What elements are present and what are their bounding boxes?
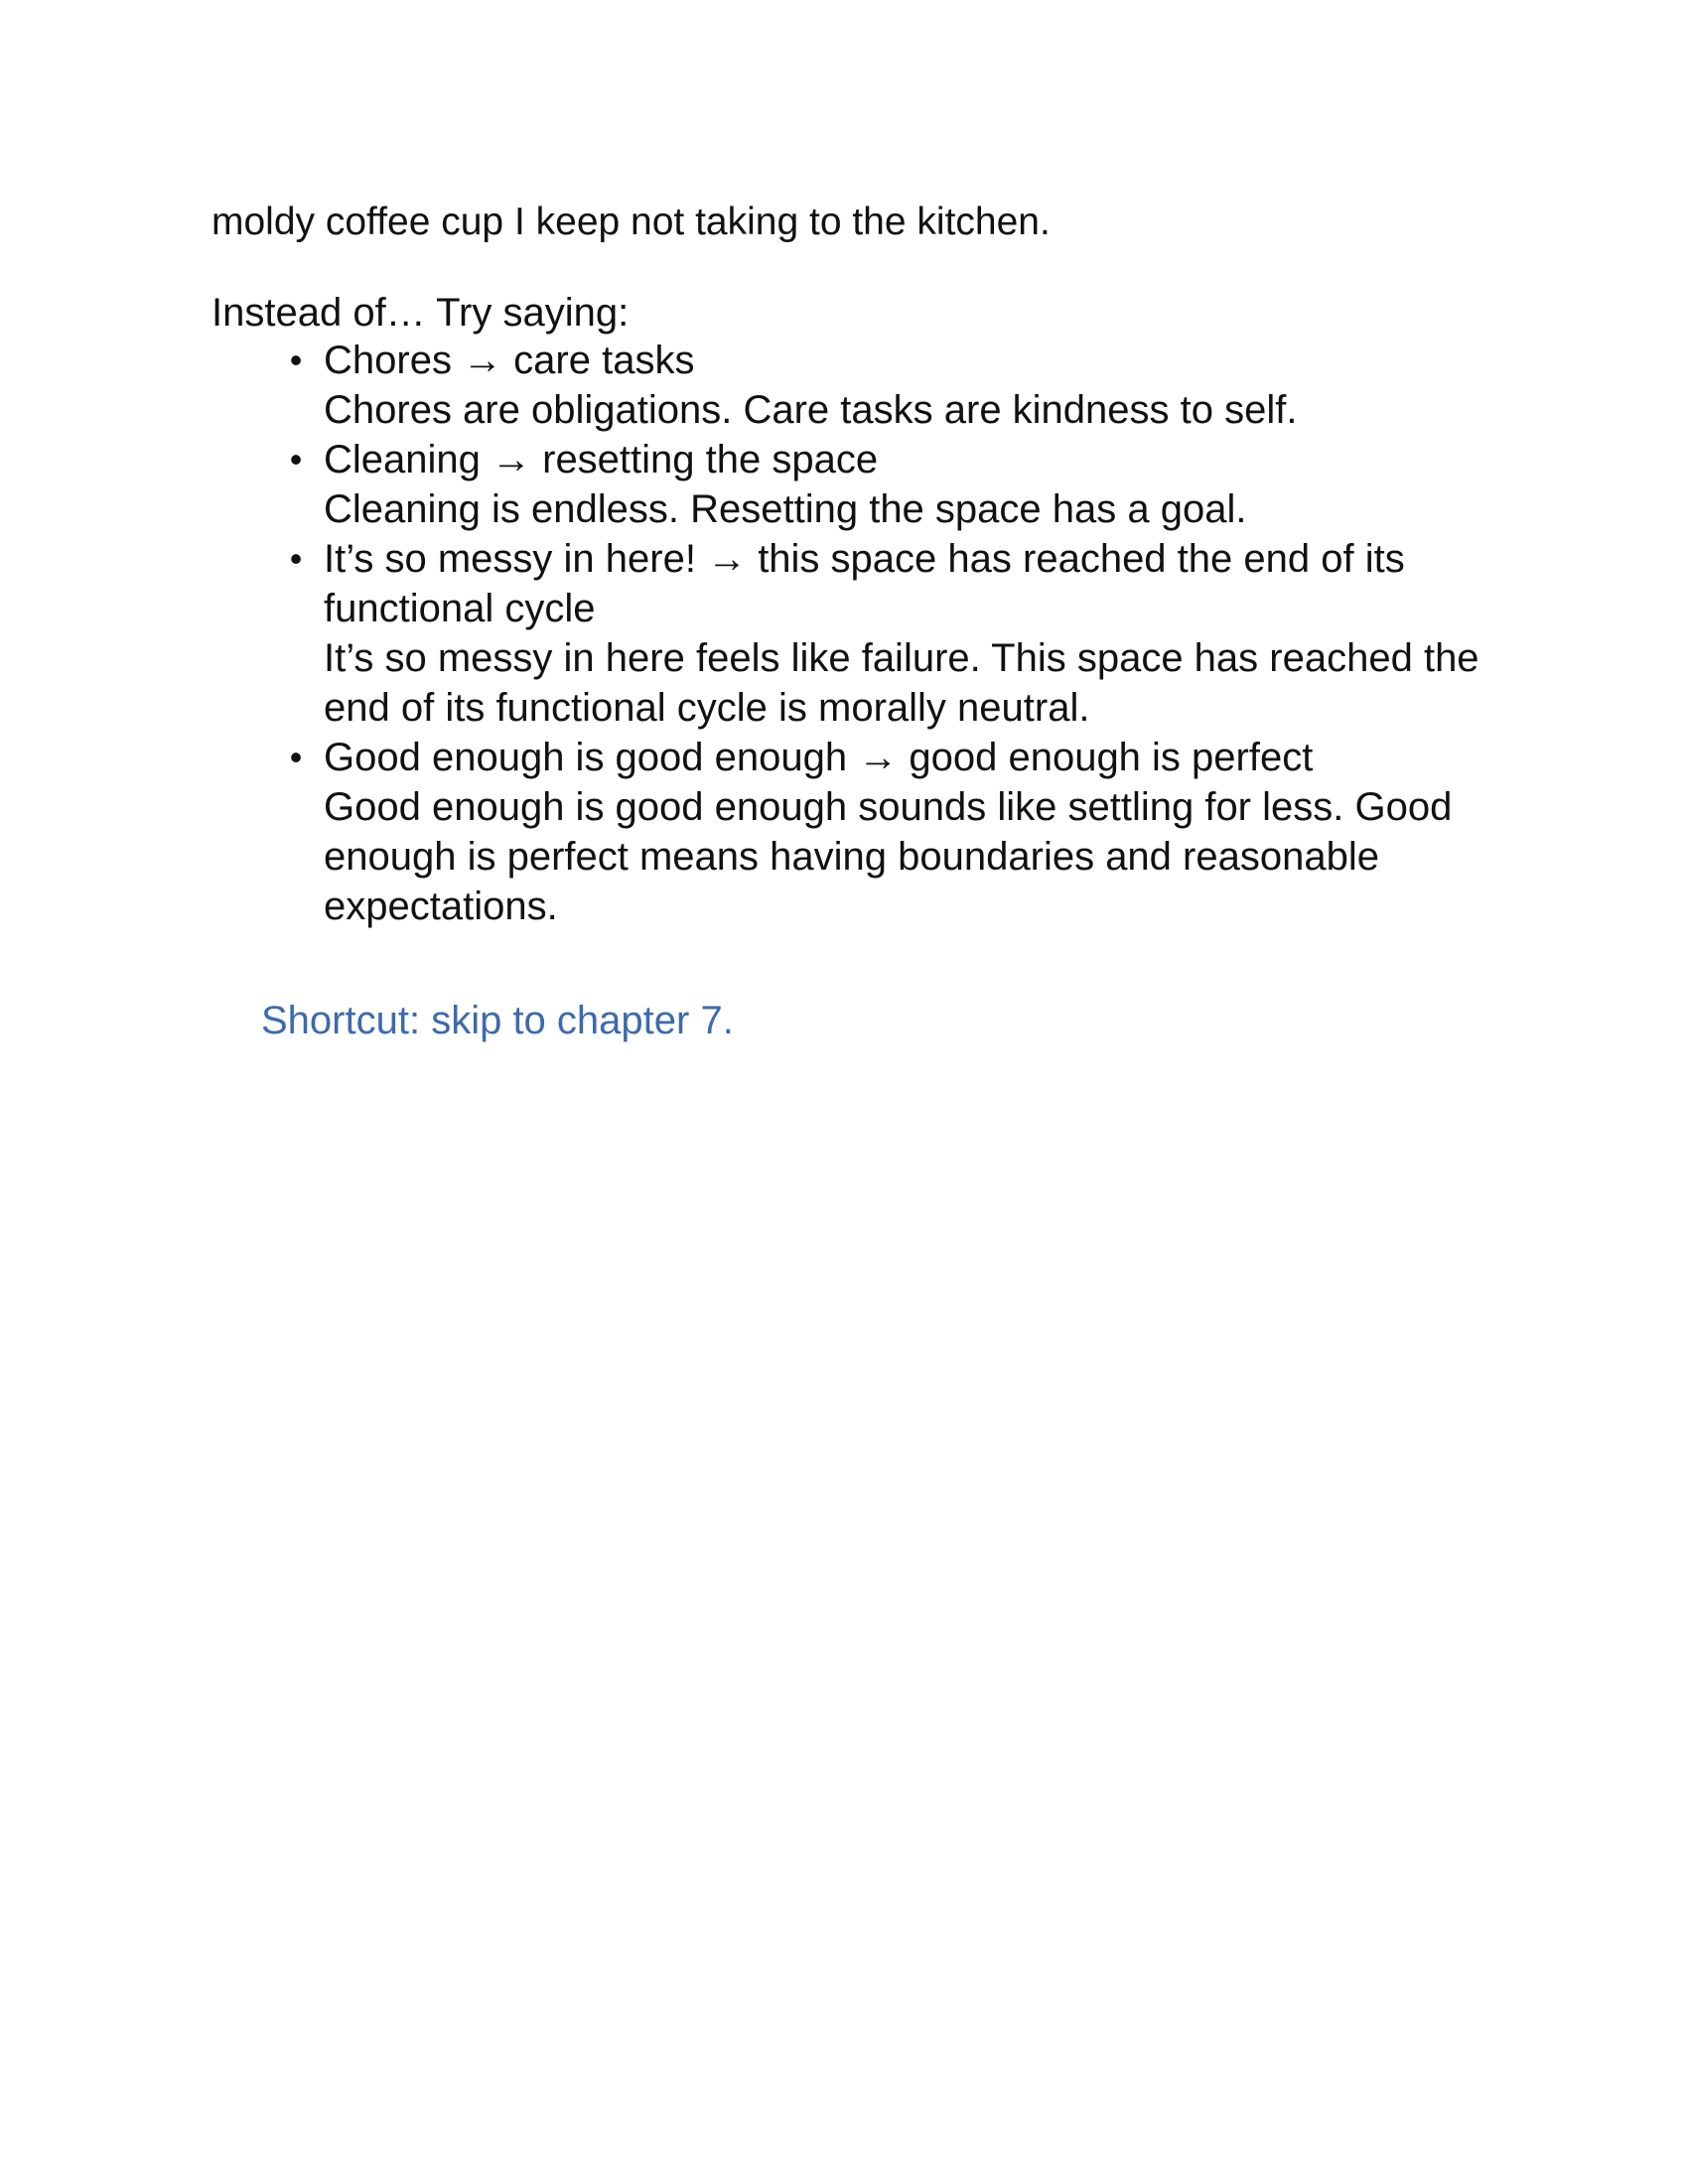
list-item — [289, 733, 1485, 931]
reframe-list — [289, 336, 1485, 931]
list-item — [289, 534, 1485, 733]
section-heading: Instead of… Try saying: — [211, 291, 630, 335]
reframe-explanation: Chores are obligations. Care tasks are kindness to self. — [324, 388, 1298, 432]
reframe-explanation: It’s so messy in here feels like failure. This space has reached the end of its functional cycle is morally neutral. — [324, 636, 1479, 730]
reframe-phrase: Chores → care tasks — [324, 339, 695, 382]
bullet-icon: • — [289, 340, 303, 380]
reframe-phrase: It’s so messy in here! → this space has reached the end of its functional cycle — [324, 537, 1405, 630]
bullet-icon: • — [289, 737, 303, 777]
list-item — [289, 336, 1485, 435]
continuation-paragraph: moldy coffee cup I keep not taking to the kitchen. — [211, 201, 1051, 243]
list-item — [289, 435, 1485, 534]
bullet-icon: • — [289, 538, 303, 579]
bullet-icon: • — [289, 439, 303, 479]
reframe-phrase: Cleaning → resetting the space — [324, 438, 879, 481]
shortcut-link[interactable]: Shortcut: skip to chapter 7. — [261, 999, 734, 1042]
reframe-explanation: Cleaning is endless. Resetting the space has a goal. — [324, 487, 1247, 531]
reframe-phrase: Good enough is good enough → good enough is perfect — [324, 736, 1314, 779]
reframe-explanation: Good enough is good enough sounds like settling for less. Good enough is perfect means having boundaries and reasonable expectations. — [324, 785, 1453, 928]
